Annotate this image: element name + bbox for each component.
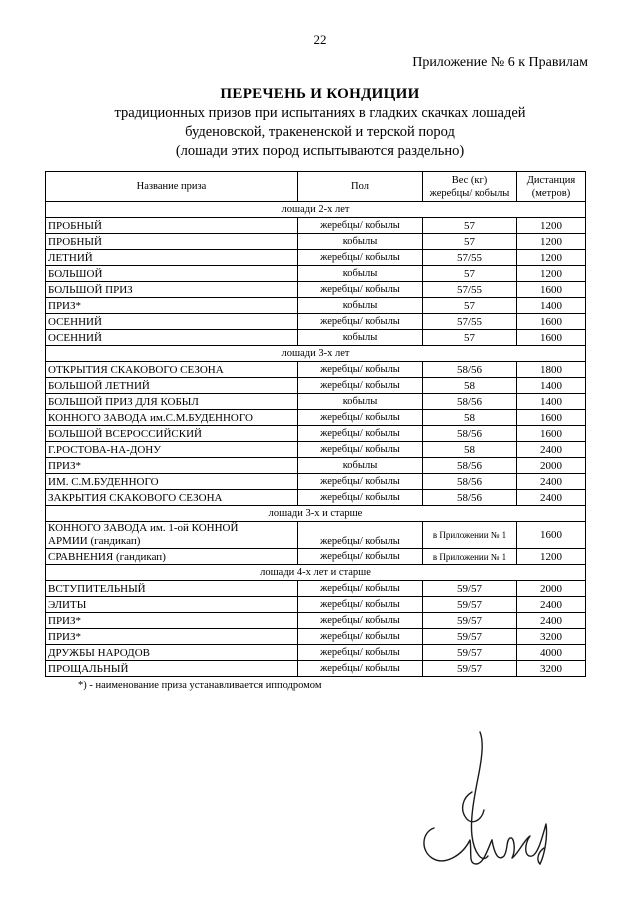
prize-sex: жеребцы/ кобылы — [298, 522, 423, 549]
prize-name: БОЛЬШОЙ ПРИЗ — [46, 282, 298, 298]
table-row — [46, 597, 586, 613]
prize-sex: жеребцы/ кобылы — [298, 549, 423, 565]
table-row — [46, 522, 586, 549]
prize-name: БОЛЬШОЙ — [46, 266, 298, 282]
prize-distance: 1600 — [517, 522, 586, 549]
prize-sex: кобылы — [298, 458, 423, 474]
prize-weight: 59/57 — [423, 661, 517, 677]
prize-distance: 1200 — [517, 266, 586, 282]
prize-weight: 58/56 — [423, 458, 517, 474]
prize-name-line1: КОННОГО ЗАВОДА им. 1-ой КОННОЙ — [48, 522, 239, 534]
prize-weight: 58 — [423, 410, 517, 426]
prize-distance: 1200 — [517, 218, 586, 234]
table-row — [46, 613, 586, 629]
prize-name: ЗАКРЫТИЯ СКАКОВОГО СЕЗОНА — [46, 490, 298, 506]
prize-weight: 59/57 — [423, 645, 517, 661]
prize-sex: жеребцы/ кобылы — [298, 314, 423, 330]
group-label: лошади 3-х лет — [46, 346, 586, 362]
group-label: лошади 3-х и старше — [46, 506, 586, 522]
prize-weight: 57/55 — [423, 314, 517, 330]
table-row — [46, 250, 586, 266]
prize-distance: 2400 — [517, 490, 586, 506]
prize-distance: 1400 — [517, 378, 586, 394]
table-header-row — [46, 172, 586, 202]
prize-distance: 3200 — [517, 661, 586, 677]
group-label: лошади 2-х лет — [46, 202, 586, 218]
prize-distance: 2400 — [517, 474, 586, 490]
prize-sex: жеребцы/ кобылы — [298, 426, 423, 442]
table-row — [46, 549, 586, 565]
prize-name — [46, 522, 298, 549]
header-distance-line1: Дистанция — [526, 174, 576, 186]
subtitle-line: традиционных призов при испытаниях в гладких скачках лошадей — [114, 105, 526, 121]
prize-weight: 57 — [423, 266, 517, 282]
footnote: *) - наименование приза устанавливается ипподромом — [78, 680, 322, 691]
table-row — [46, 645, 586, 661]
header-prize-name: Название приза — [46, 172, 298, 202]
prize-weight: 58/56 — [423, 490, 517, 506]
prize-distance: 1600 — [517, 426, 586, 442]
header-distance-line2: (метров) — [531, 187, 571, 199]
prize-name: ОСЕННИЙ — [46, 314, 298, 330]
group-header-row — [46, 565, 586, 581]
table-row — [46, 426, 586, 442]
prize-name: ПРИЗ* — [46, 613, 298, 629]
page-number: 22 — [313, 32, 327, 47]
table-row — [46, 330, 586, 346]
prize-name: ВСТУПИТЕЛЬНЫЙ — [46, 581, 298, 597]
prize-sex: жеребцы/ кобылы — [298, 362, 423, 378]
prize-weight: 58/56 — [423, 394, 517, 410]
prize-name: ИМ. С.М.БУДЕННОГО — [46, 474, 298, 490]
prize-sex: жеребцы/ кобылы — [298, 474, 423, 490]
table-row — [46, 234, 586, 250]
prize-distance: 3200 — [517, 629, 586, 645]
prize-sex: жеребцы/ кобылы — [298, 661, 423, 677]
subtitle-line: (лошади этих пород испытываются раздельно) — [175, 143, 465, 159]
prize-sex: жеребцы/ кобылы — [298, 581, 423, 597]
prize-weight: 58 — [423, 378, 517, 394]
prize-name: ЛЕТНИЙ — [46, 250, 298, 266]
prize-name: ЭЛИТЫ — [46, 597, 298, 613]
prize-name: СРАВНЕНИЯ (гандикап) — [46, 549, 298, 565]
header-weight-line2: жеребцы/ кобылы — [429, 187, 510, 199]
prize-weight: 58 — [423, 442, 517, 458]
prize-name: БОЛЬШОЙ ПРИЗ ДЛЯ КОБЫЛ — [46, 394, 298, 410]
prize-sex: кобылы — [298, 394, 423, 410]
prize-weight: 57 — [423, 234, 517, 250]
prize-weight: 59/57 — [423, 613, 517, 629]
group-header-row — [46, 346, 586, 362]
prize-sex: жеребцы/ кобылы — [298, 645, 423, 661]
prize-sex: жеребцы/ кобылы — [298, 378, 423, 394]
prize-weight: 57 — [423, 330, 517, 346]
prize-name: ОТКРЫТИЯ СКАКОВОГО СЕЗОНА — [46, 362, 298, 378]
prize-sex: жеребцы/ кобылы — [298, 442, 423, 458]
prize-name: ПРИЗ* — [46, 298, 298, 314]
prize-distance: 1600 — [517, 314, 586, 330]
table-row — [46, 394, 586, 410]
prize-distance: 2400 — [517, 442, 586, 458]
table-row — [46, 629, 586, 645]
prize-weight: 58/56 — [423, 426, 517, 442]
prize-distance: 1400 — [517, 394, 586, 410]
prize-name: ПРИЗ* — [46, 629, 298, 645]
table-row — [46, 218, 586, 234]
table-row — [46, 298, 586, 314]
signature-icon — [412, 728, 562, 878]
prize-sex: кобылы — [298, 234, 423, 250]
prize-distance: 1600 — [517, 282, 586, 298]
prize-name-line2: АРМИИ (гандикап) — [48, 535, 141, 547]
prize-distance: 2400 — [517, 597, 586, 613]
header-weight — [423, 172, 517, 202]
prize-distance: 2400 — [517, 613, 586, 629]
prize-distance: 4000 — [517, 645, 586, 661]
prize-sex: кобылы — [298, 298, 423, 314]
table-row — [46, 661, 586, 677]
document-title: ПЕРЕЧЕНЬ И КОНДИЦИИ — [220, 86, 420, 102]
prize-name: ДРУЖБЫ НАРОДОВ — [46, 645, 298, 661]
prize-weight: 59/57 — [423, 581, 517, 597]
header-distance — [517, 172, 586, 202]
prize-weight: 57 — [423, 298, 517, 314]
prize-distance: 1800 — [517, 362, 586, 378]
prize-weight: 59/57 — [423, 597, 517, 613]
prize-sex: жеребцы/ кобылы — [298, 282, 423, 298]
table-row — [46, 490, 586, 506]
prize-sex: жеребцы/ кобылы — [298, 410, 423, 426]
prize-distance: 1400 — [517, 298, 586, 314]
prize-sex: жеребцы/ кобылы — [298, 250, 423, 266]
prize-sex: жеребцы/ кобылы — [298, 218, 423, 234]
table-row — [46, 362, 586, 378]
prize-name: КОННОГО ЗАВОДА им.С.М.БУДЕННОГО — [46, 410, 298, 426]
table-row — [46, 474, 586, 490]
header-sex: Пол — [298, 172, 423, 202]
prize-weight: в Приложении № 1 — [423, 522, 517, 549]
group-header-row — [46, 202, 586, 218]
prize-weight: 58/56 — [423, 474, 517, 490]
header-weight-line1: Вес (кг) — [451, 174, 488, 186]
prize-weight: 59/57 — [423, 629, 517, 645]
prize-distance: 1600 — [517, 330, 586, 346]
prize-distance: 1200 — [517, 549, 586, 565]
prize-distance: 2000 — [517, 581, 586, 597]
table-row — [46, 314, 586, 330]
prize-name: ОСЕННИЙ — [46, 330, 298, 346]
prize-name: ПРОЩАЛЬНЫЙ — [46, 661, 298, 677]
table-row — [46, 410, 586, 426]
prize-sex: жеребцы/ кобылы — [298, 490, 423, 506]
prize-sex: кобылы — [298, 330, 423, 346]
group-label: лошади 4-х лет и старше — [46, 565, 586, 581]
prize-sex: жеребцы/ кобылы — [298, 597, 423, 613]
prize-name: БОЛЬШОЙ ЛЕТНИЙ — [46, 378, 298, 394]
prize-name: БОЛЬШОЙ ВСЕРОССИЙСКИЙ — [46, 426, 298, 442]
prizes-table — [45, 171, 586, 677]
table-row — [46, 378, 586, 394]
table-row — [46, 581, 586, 597]
prize-distance: 1200 — [517, 250, 586, 266]
prize-name: Г.РОСТОВА-НА-ДОНУ — [46, 442, 298, 458]
prize-weight: в Приложении № 1 — [423, 549, 517, 565]
prize-weight: 58/56 — [423, 362, 517, 378]
table-row — [46, 282, 586, 298]
appendix-reference: Приложение № 6 к Правилам — [412, 55, 588, 70]
prize-weight: 57/55 — [423, 250, 517, 266]
table-row — [46, 266, 586, 282]
prize-weight: 57/55 — [423, 282, 517, 298]
prize-sex: кобылы — [298, 266, 423, 282]
prize-distance: 1200 — [517, 234, 586, 250]
prize-sex: жеребцы/ кобылы — [298, 613, 423, 629]
prize-name: ПРОБНЫЙ — [46, 218, 298, 234]
prize-name: ПРОБНЫЙ — [46, 234, 298, 250]
prize-distance: 2000 — [517, 458, 586, 474]
prize-distance: 1600 — [517, 410, 586, 426]
group-header-row — [46, 506, 586, 522]
table-row — [46, 458, 586, 474]
prize-weight: 57 — [423, 218, 517, 234]
prize-sex: жеребцы/ кобылы — [298, 629, 423, 645]
table-row — [46, 442, 586, 458]
subtitle-line: буденовской, тракененской и терской пород — [185, 124, 455, 140]
prize-name: ПРИЗ* — [46, 458, 298, 474]
